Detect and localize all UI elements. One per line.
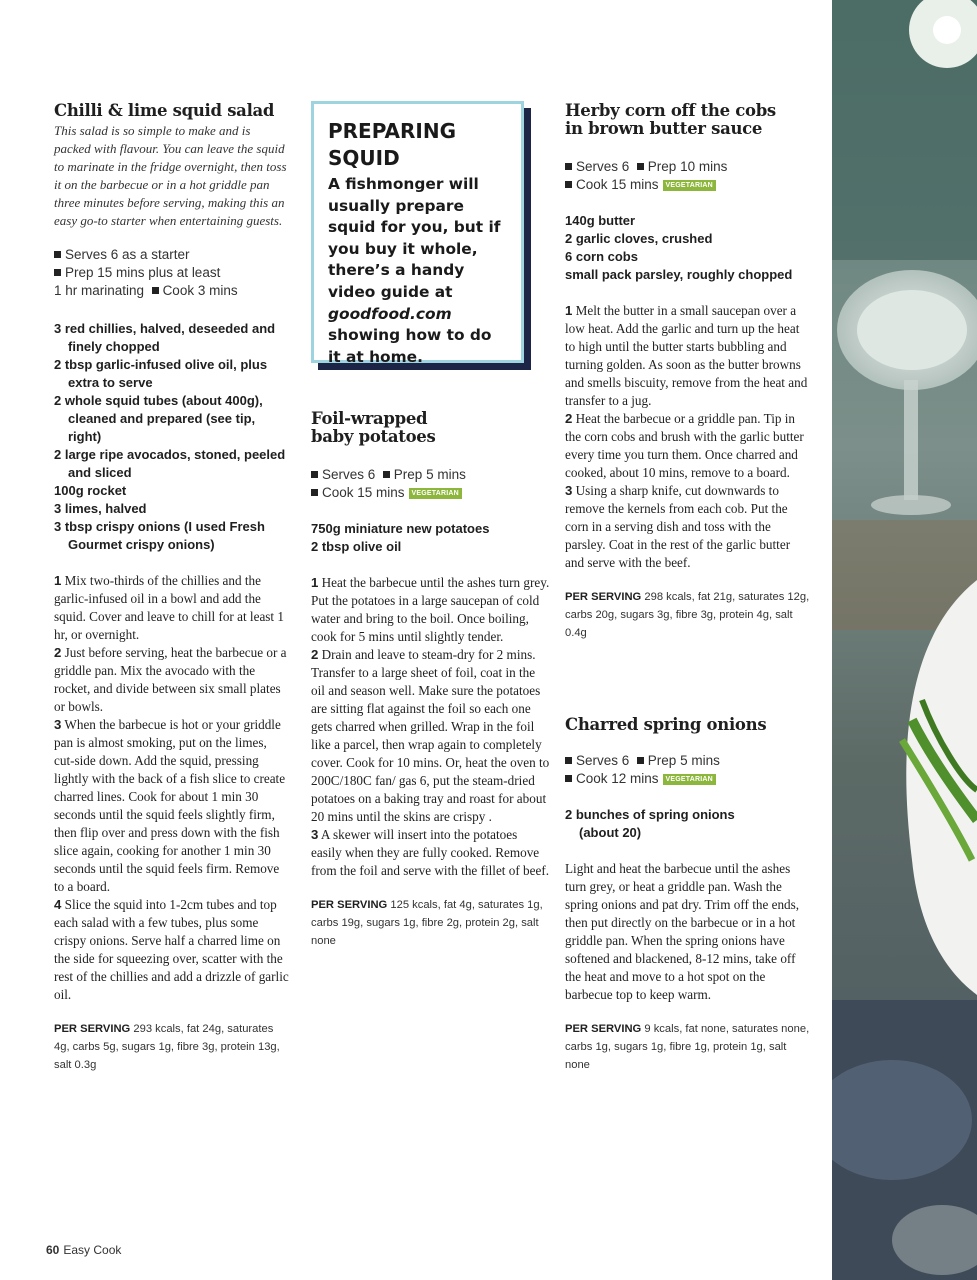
ingredient: 2 tbsp garlic-infused olive oil, plus extra to serve [54, 357, 268, 390]
food-photo-illustration [832, 0, 977, 1280]
ingredient: 750g miniature new potatoes [311, 521, 490, 536]
nutrition-info: PER SERVING 125 kcals, fat 4g, saturates 1g, carbs 19g, sugars 1g, fibre 2g, protein 2g, salt none [311, 899, 543, 947]
ingredient: 3 limes, halved [54, 501, 147, 516]
bullet-square [311, 489, 318, 496]
ingredient: 3 tbsp crispy onions (I used Fresh Gourmet crispy onions) [54, 519, 265, 552]
recipe-meta-prep: Prep 15 mins plus at least [54, 264, 290, 282]
method-step: 1 Heat the barbecue until the ashes turn grey. Put the potatoes in a large saucepan of cold water and bring to the boil. Once boiling, cook for 5 mins until slightly tender. [311, 575, 550, 644]
page-number: 60 [46, 1243, 60, 1257]
vegetarian-badge: VEGETARIAN [409, 488, 462, 499]
tip-box-preparing-squid [311, 101, 524, 366]
recipe-title: Foil-wrapped baby potatoes [311, 409, 436, 446]
food-photo [832, 0, 977, 1280]
bullet-square [565, 181, 572, 188]
recipe-meta-serves-prep: Serves 6 Prep 10 mins [565, 158, 810, 176]
ingredient: 140g butter [565, 213, 636, 228]
bullet-square [637, 757, 644, 764]
method-step: 3 When the barbecue is hot or your griddle pan is almost smoking, put on the limes, cut-side down. Add the squid, pressing lightly with the back of a fish slice to create charred lines. Cook for about 1 min 30 seconds until the squid feels slightly firm, then flip over and press down with the fish slice again, cooking for another 1 min 30 seconds until the squid feels firm. Remove to a board. [54, 717, 286, 894]
method-steps [54, 572, 290, 1004]
method-step: 4 Slice the squid into 1-2cm tubes and top each salad with a few tubes, plus some crispy onions. Serve half a charred lime on the side for squeezing over, scatter with the rest of the chillies and add a drizzle of garlic oil. [54, 897, 289, 1002]
bullet-square [54, 251, 61, 258]
vegetarian-badge: VEGETARIAN [663, 180, 716, 191]
recipe-title: Chilli & lime squid salad [54, 101, 275, 120]
recipe-meta-cook: Cook 12 mins VEGETARIAN [565, 770, 810, 788]
recipe-meta-serves-prep: Serves 6 Prep 5 mins [565, 752, 810, 770]
recipe-foil-wrapped-potatoes [311, 410, 551, 950]
recipe-title: Herby corn off the cobs in brown butter sauce [565, 101, 776, 138]
ingredient-list [54, 320, 290, 554]
bullet-square [54, 269, 61, 276]
method-step: 1 Melt the butter in a small saucepan over a low heat. Add the garlic and turn up the heat to high until the butter starts bubbling and turning golden. As soon as the butter browns and smells biscuity, remove from the heat and transfer to a jug. [565, 303, 808, 408]
nutrition-info: PER SERVING 293 kcals, fat 24g, saturates 4g, carbs 5g, sugars 1g, fibre 3g, protein 13g, salt 0.3g [54, 1023, 280, 1071]
bullet-square [383, 471, 390, 478]
method-step: 2 Heat the barbecue or a griddle pan. Tip in the corn cobs and brush with the garlic butter every time you turn them. Once charred and cooked, about 10 mins, remove to a board. [565, 411, 804, 480]
method-step: 3 Using a sharp knife, cut downwards to remove the kernels from each cob. Put the corn in a serving dish and toss with the parsley. Coat in the rest of the garlic butter and serve with the beef. [565, 483, 791, 570]
vegetarian-badge: VEGETARIAN [663, 774, 716, 785]
method-text: Light and heat the barbecue until the ashes turn grey, or heat a griddle pan. Wash the spring onions and pat dry. Trim off the ends, then put directly on the barbecue or in a hot griddle pan. When the spring onions have softened and blackened, 8-12 mins, take off the heat and move to a hot spot on the barbecue top to keep warm. [565, 861, 800, 1002]
bullet-square [565, 163, 572, 170]
method-steps [311, 574, 551, 880]
bullet-square [565, 775, 572, 782]
recipe-herby-corn [565, 102, 810, 642]
recipe-meta-serves: Serves 6 as a starter [54, 246, 290, 264]
bullet-square [565, 757, 572, 764]
method-step: 2 Just before serving, heat the barbecue or a griddle pan. Mix the avocado with the rocket, and divide between six small plates or bowls. [54, 645, 287, 714]
recipe-intro: This salad is so simple to make and is packed with flavour. You can leave the squid to marinate in the fridge overnight, then toss it on the barbecue or in a hot griddle pan three minutes before serving, making this an easy go-to starter when entertaining guests. [54, 123, 287, 228]
method-step: 3 A skewer will insert into the potatoes easily when they are fully cooked. Remove from the foil and serve with the fillet of beef. [311, 827, 550, 878]
method-steps [565, 302, 810, 572]
recipe-meta-cook: Cook 15 mins VEGETARIAN [565, 176, 810, 194]
magazine-name: Easy Cook [63, 1243, 122, 1257]
recipe-meta-cook: Cook 15 mins VEGETARIAN [311, 484, 551, 502]
tip-box-heading: PREPARING SQUID [328, 119, 457, 170]
page-footer [46, 1243, 121, 1257]
ingredient: 6 corn cobs [565, 249, 638, 264]
recipe-chilli-lime-squid [54, 102, 290, 1074]
recipe-title: Charred spring onions [565, 715, 767, 734]
bullet-square [152, 287, 159, 294]
method-step: 2 Drain and leave to steam-dry for 2 mins. Transfer to a large sheet of foil, coat in the oil and season well. Make sure the potatoes are sitting flat against the foil so each one gets charred when grilled. Wrap in the foil like a parcel, then wrap again to completely cover. Cook for 10 mins. Or, heat the oven to 200C/180C fan/ gas 6, put the steam-dried potatoes on a baking tray and roast for about 20 mins until the skins are crispy . [311, 647, 550, 824]
bullet-square [637, 163, 644, 170]
recipe-meta-serves-prep: Serves 6 Prep 5 mins [311, 466, 551, 484]
ingredient: 2 large ripe avocados, stoned, peeled and sliced [54, 447, 286, 480]
ingredient: 2 garlic cloves, crushed [565, 231, 713, 246]
tip-box-body: A fishmonger will usually prepare squid for you, but if you buy it whole, there’s a handy video guide at goodfood.com showing how to do it at home. [328, 175, 501, 366]
ingredient: 2 whole squid tubes (about 400g), cleaned and prepared (see tip, right) [54, 393, 263, 444]
recipe-meta-cook: 1 hr marinating Cook 3 mins [54, 283, 238, 298]
ingredient: 3 red chillies, halved, deseeded and finely chopped [54, 321, 276, 354]
ingredient: 2 bunches of spring onions (about 20) [565, 807, 735, 840]
ingredient: 2 tbsp olive oil [311, 539, 402, 554]
website-link[interactable]: goodfood.com [328, 304, 452, 323]
method-step: 1 Mix two-thirds of the chillies and the garlic-infused oil in a bowl and add the squid. Cover and leave to chill for at least 1 hr, or overnight. [54, 573, 284, 642]
nutrition-info: PER SERVING 298 kcals, fat 21g, saturates 12g, carbs 20g, sugars 3g, fibre 3g, protein 4g, salt 0.4g [565, 591, 810, 639]
recipe-charred-spring-onions [565, 716, 810, 1074]
ingredient: small pack parsley, roughly chopped [565, 267, 793, 282]
ingredient: 100g rocket [54, 483, 127, 498]
bullet-square [311, 471, 318, 478]
nutrition-info: PER SERVING 9 kcals, fat none, saturates none, carbs 1g, sugars 1g, fibre 1g, protein 1g, salt none [565, 1023, 810, 1071]
